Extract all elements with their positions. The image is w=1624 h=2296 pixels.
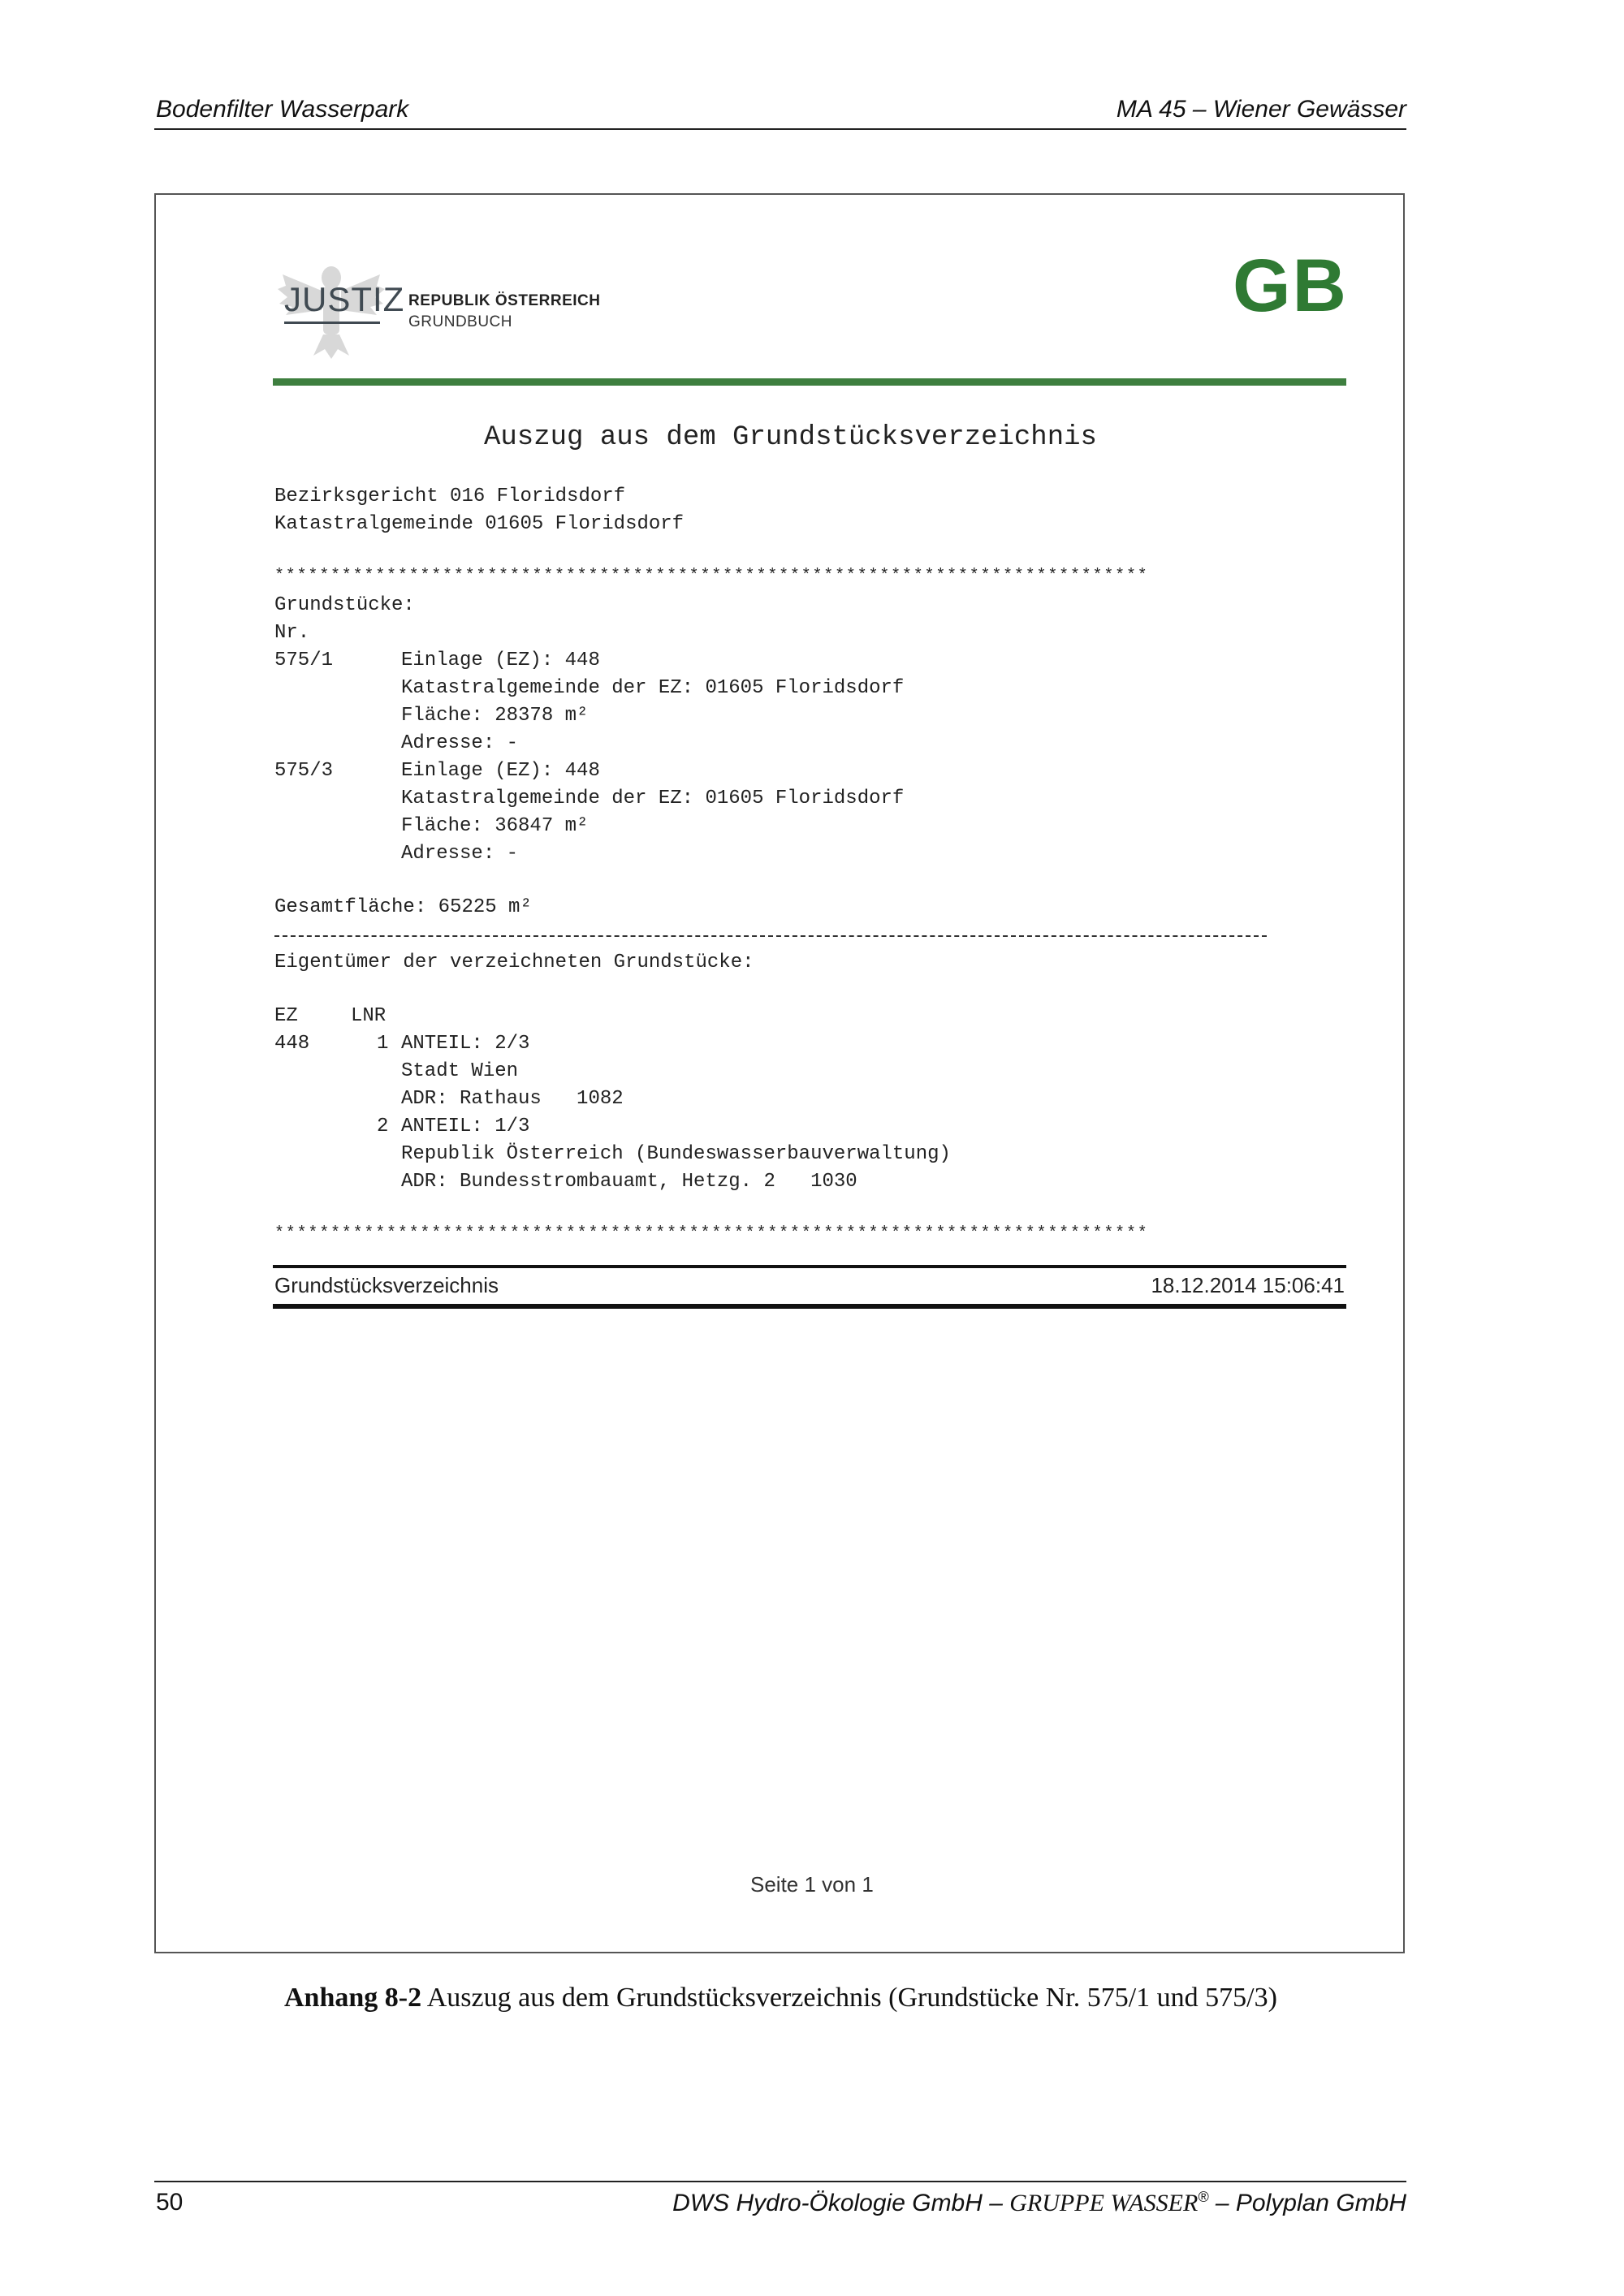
page-number: 50 bbox=[156, 2189, 184, 2216]
doc-footer-rule-bottom bbox=[273, 1304, 1346, 1309]
doc-footer-timestamp: 18.12.2014 15:06:41 bbox=[1151, 1273, 1345, 1297]
court-line: Bezirksgericht 016 Floridsdorf bbox=[274, 486, 626, 507]
stars-separator-top: ****************************************************************************** bbox=[274, 567, 1149, 585]
owner-line: ANTEIL: 2/3 bbox=[401, 1033, 530, 1055]
parcel-line: Einlage (EZ): 448 bbox=[401, 760, 600, 782]
grundbuch-label: GRUNDBUCH bbox=[408, 313, 512, 330]
stars-separator-bottom: ****************************************************************************** bbox=[274, 1224, 1149, 1243]
page-of-label: Seite 1 von 1 bbox=[750, 1872, 874, 1897]
owner-lnr: 1 bbox=[377, 1033, 389, 1055]
page-header-right: MA 45 – Wiener Gewässer bbox=[1116, 96, 1406, 123]
parcel-line: Einlage (EZ): 448 bbox=[401, 650, 600, 671]
footer-company-left: DWS Hydro-Ökologie GmbH – bbox=[672, 2190, 1010, 2216]
owner-line: ADR: Bundesstrombauamt, Hetzg. 2 1030 bbox=[401, 1171, 857, 1193]
caption-label: Anhang 8-2 bbox=[284, 1983, 422, 2013]
footer-rule bbox=[154, 2181, 1406, 2182]
cadastral-line: Katastralgemeinde 01605 Floridsdorf bbox=[274, 513, 685, 535]
parcel-nr: 575/3 bbox=[274, 760, 334, 782]
owners-heading: Eigentümer der verzeichneten Grundstücke: bbox=[274, 952, 754, 973]
dashed-separator bbox=[274, 935, 1267, 937]
document-title: Auszug aus dem Grundstücksverzeichnis bbox=[484, 422, 1097, 453]
figure-caption bbox=[284, 1983, 1277, 2013]
owner-line: ADR: Rathaus 1082 bbox=[401, 1088, 624, 1110]
green-divider bbox=[273, 378, 1346, 386]
registered-mark: ® bbox=[1198, 2189, 1209, 2205]
total-area: Gesamtfläche: 65225 m² bbox=[274, 896, 532, 918]
owner-line: ANTEIL: 1/3 bbox=[401, 1116, 530, 1137]
parcel-line: Katastralgemeinde der EZ: 01605 Floridsdorf bbox=[401, 677, 905, 699]
justiz-underline bbox=[284, 322, 380, 324]
nr-label: Nr. bbox=[274, 622, 310, 644]
page-header-left: Bodenfilter Wasserpark bbox=[156, 96, 409, 123]
doc-footer-rule-top bbox=[273, 1265, 1346, 1268]
parcel-line: Adresse: - bbox=[401, 843, 519, 865]
parcel-line: Katastralgemeinde der EZ: 01605 Floridsdorf bbox=[401, 788, 905, 809]
doc-footer-left: Grundstücksverzeichnis bbox=[274, 1273, 499, 1297]
document-frame bbox=[154, 193, 1405, 1953]
justiz-logo: JUSTIZ bbox=[284, 280, 405, 318]
republic-label: REPUBLIK ÖSTERREICH bbox=[408, 292, 601, 309]
parcel-nr: 575/1 bbox=[274, 650, 334, 671]
footer-group-name: GRUPPE WASSER bbox=[1009, 2190, 1199, 2216]
parcel-line: Fläche: 36847 m² bbox=[401, 815, 589, 837]
owners-ez: 448 bbox=[274, 1033, 310, 1055]
owner-lnr: 2 bbox=[377, 1116, 389, 1137]
gb-logo: GB bbox=[1233, 244, 1348, 327]
owner-line: Stadt Wien bbox=[401, 1060, 519, 1082]
owner-line: Republik Österreich (Bundeswasserbauverwaltung) bbox=[401, 1143, 951, 1165]
parcel-line: Fläche: 28378 m² bbox=[401, 705, 589, 727]
col-lnr: LNR bbox=[351, 1005, 387, 1027]
page-footer-right bbox=[672, 2189, 1406, 2217]
parcel-line: Adresse: - bbox=[401, 732, 519, 754]
footer-company-right: – Polyplan GmbH bbox=[1208, 2190, 1406, 2216]
col-ez: EZ bbox=[274, 1005, 298, 1027]
parcels-heading: Grundstücke: bbox=[274, 594, 415, 616]
header-rule bbox=[154, 128, 1406, 130]
caption-text: Auszug aus dem Grundstücksverzeichnis (Grundstücke Nr. 575/1 und 575/3) bbox=[426, 1983, 1277, 2013]
